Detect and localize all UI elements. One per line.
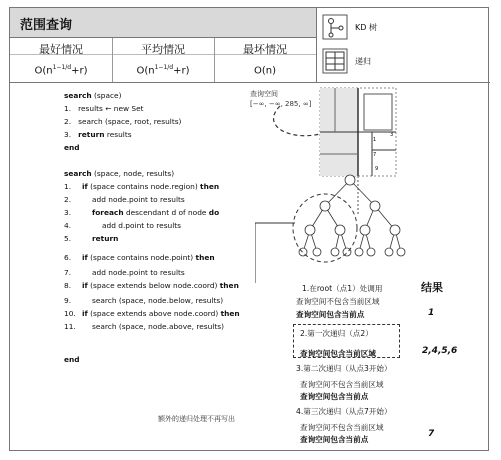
worst-case-label: 最坏情况: [243, 43, 287, 56]
query-space-label: 查询空间: [250, 90, 278, 98]
header-divider: [316, 8, 317, 82]
best-case-label: 最好情况: [39, 43, 83, 56]
step-1-result: 1: [428, 308, 435, 318]
code-line: 7. add node.point to results: [64, 268, 185, 277]
code-signature: search (space, node, results): [64, 169, 175, 178]
header-bottom-divider: [10, 82, 490, 83]
recursion-icon: [322, 48, 348, 74]
code-line: 2. add node.point to results: [64, 195, 185, 204]
code-line: 4. add d.point to results: [64, 221, 182, 230]
kd-tree-legend-label: KD 树: [355, 23, 377, 32]
query-space-coords: [−∞, −∞, 285, ∞]: [250, 100, 312, 108]
average-case-label: 平均情况: [141, 43, 185, 56]
code-line: 3. foreach descendant d of node do: [64, 208, 220, 217]
step-3-title: 3.第二次递归（从点3开始）: [296, 364, 392, 373]
average-case-value: $O(n^{1-1/d}+r)$: [136, 64, 190, 77]
title-bar: [10, 8, 316, 38]
step-4-line1: 查询空间不包含当前区域: [300, 423, 384, 432]
kd-tree-icon: [322, 14, 348, 40]
code-line: 5. return: [64, 234, 119, 243]
code-line: 1. results ← new Set: [64, 104, 144, 113]
results-header: 结果: [421, 281, 443, 294]
kd-tree-diagram: [255, 168, 425, 293]
code-end: end: [64, 355, 80, 364]
code-end: end: [64, 143, 80, 152]
code-line: 6. if (space contains node.point) then: [64, 253, 215, 262]
code-line: 11. search (space, node.above, results): [64, 322, 224, 331]
range-query-card: [9, 7, 489, 451]
grid-label-3: 3: [390, 132, 394, 138]
code-signature: search (space): [64, 91, 122, 100]
grid-label-9: 9: [375, 166, 379, 172]
step-3-line1: 查询空间不包含当前区域: [300, 380, 384, 389]
step-2-result: 2,4,5,6: [422, 346, 458, 356]
code-line: 2. search (space, root, results): [64, 117, 182, 126]
code-line: 10. if (space extends above node.coord) then: [64, 309, 240, 318]
step-2-line2: 查询空间包含当前区域: [300, 349, 376, 358]
code-line: 1. if (space contains node.region) then: [64, 182, 220, 191]
footnote: 额外的递归处理不再写出: [158, 415, 235, 423]
page-title: 范围查询: [20, 18, 73, 33]
step-2-title: 2.第一次递归（点2）: [300, 329, 373, 338]
code-line: 8. if (space extends below node.coord) then: [64, 281, 239, 290]
step-4-result: 7: [428, 429, 435, 439]
step-3-line2: 查询空间包含当前点: [300, 392, 369, 401]
step-4-title: 4.第三次递归（从点7开始）: [296, 407, 392, 416]
step-1-line2: 查询空间包含当前点: [296, 310, 365, 319]
best-case-value: $O(n^{1-1/d}+r)$: [34, 64, 88, 77]
step-1-line1: 查询空间不包含当前区域: [296, 297, 380, 306]
step-1-title: 1.在root（点1）处调用: [302, 284, 383, 293]
worst-case-value: O(n): [253, 65, 276, 77]
code-line: 9. search (space, node.below, results): [64, 296, 224, 305]
recursion-legend-label: 递归: [355, 57, 371, 66]
code-line: 3. return results: [64, 130, 132, 139]
grid-label-1: 1: [373, 137, 377, 143]
step-4-line2: 查询空间包含当前点: [300, 435, 369, 444]
grid-label-7: 7: [373, 152, 377, 158]
